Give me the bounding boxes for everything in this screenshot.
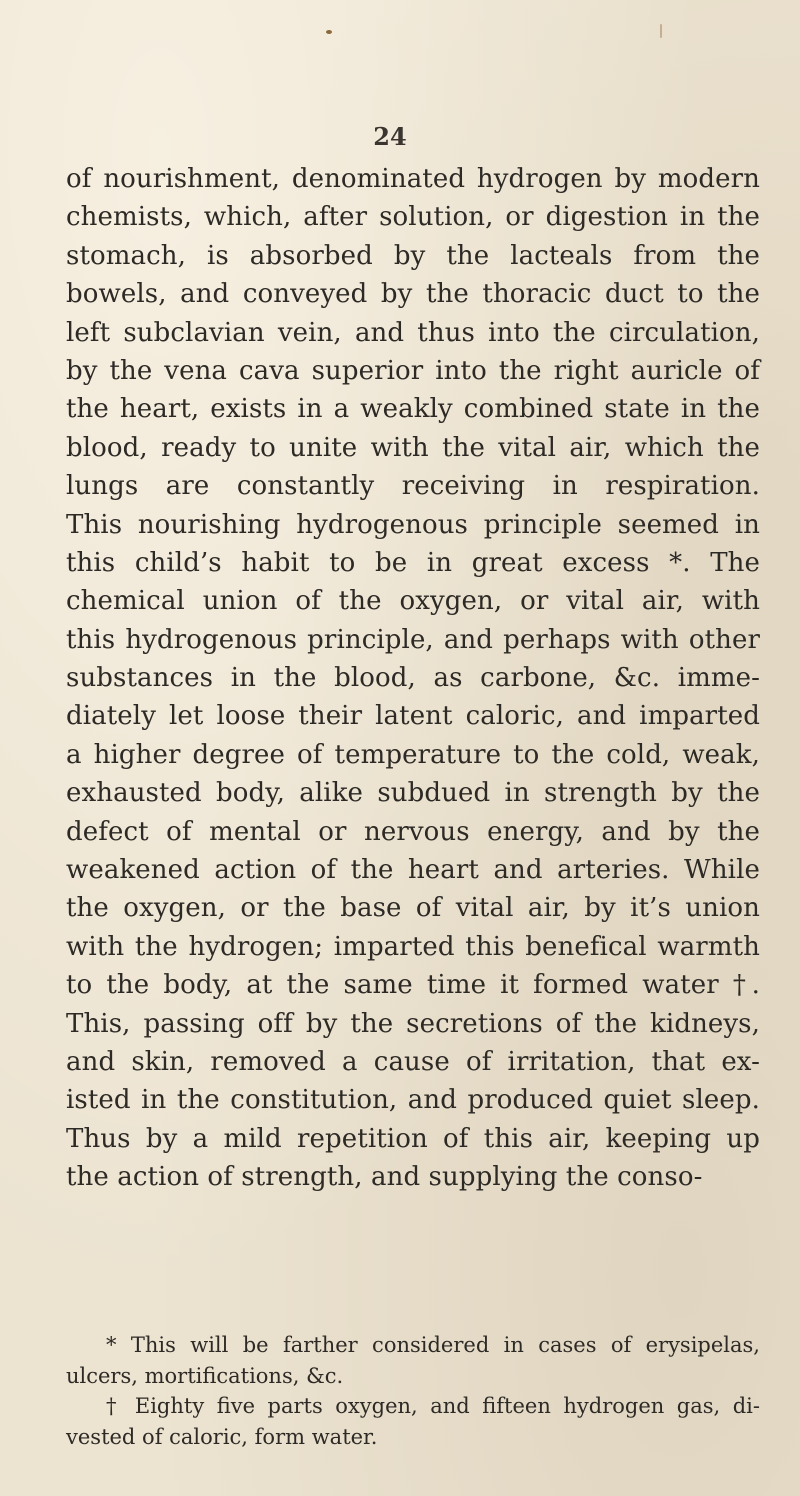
text-line: the action of strength, and supplying the conso- xyxy=(66,1162,703,1193)
text-line: bowels, and conveyed by the thoracic duct to the xyxy=(66,279,760,310)
text-line: this hydrogenous principle, and perhaps with other xyxy=(66,624,760,655)
footnote-line: † Eighty five parts oxygen, and fifteen hydrogen gas, di- xyxy=(106,1394,760,1418)
text-line: Thus by a mild repetition of this air, keeping up xyxy=(66,1123,760,1154)
text-line: and skin, removed a cause of irritation, that ex- xyxy=(66,1046,760,1077)
text-line: substances in the blood, as carbone, &c. imme- xyxy=(66,663,760,694)
body-text xyxy=(66,160,760,1197)
footnote-line: vested of caloric, form water. xyxy=(66,1424,378,1449)
text-line: the heart, exists in a weakly combined state in the xyxy=(66,394,760,425)
text-line: left subclavian vein, and thus into the circulation, xyxy=(66,317,760,348)
text-line: This nourishing hydrogenous principle seemed in xyxy=(66,509,760,540)
text-line: chemists, which, after solution, or digestion in the xyxy=(66,202,760,233)
text-line: the oxygen, or the base of vital air, by it’s union xyxy=(66,893,760,924)
text-line: blood, ready to unite with the vital air, which the xyxy=(66,432,760,463)
footnotes xyxy=(66,1330,760,1452)
text-line: to the body, at the same time it formed water †. xyxy=(66,970,760,1001)
text-line: by the vena cava superior into the right auricle of xyxy=(66,355,760,386)
text-line: of nourishment, denominated hydrogen by modern xyxy=(66,164,760,194)
text-line: chemical union of the oxygen, or vital air, with xyxy=(66,586,760,617)
paper-speck xyxy=(326,30,332,34)
text-line: This, passing off by the secretions of the kidneys, xyxy=(66,1008,760,1039)
text-line: isted in the constitution, and produced quiet sleep. xyxy=(66,1085,760,1116)
paper-speck xyxy=(660,24,662,38)
text-line: a higher degree of temperature to the cold, weak, xyxy=(66,739,760,770)
footnote-line: * This will be farther considered in cases of erysipelas, xyxy=(106,1333,760,1357)
text-line: diately let loose their latent caloric, and imparted xyxy=(66,701,760,732)
text-line: with the hydrogen; imparted this benefical warmth xyxy=(66,931,760,962)
text-line: lungs are constantly receiving in respiration. xyxy=(66,471,760,502)
text-line: this child’s habit to be in great excess *. The xyxy=(66,547,760,578)
page-number: 24 xyxy=(373,122,407,151)
footnote-line: ulcers, mortifications, &c. xyxy=(66,1363,344,1388)
text-line: defect of mental or nervous energy, and by the xyxy=(66,816,760,847)
text-line: stomach, is absorbed by the lacteals from the xyxy=(66,240,760,271)
text-line: exhausted body, alike subdued in strength by the xyxy=(66,778,760,809)
text-line: weakened action of the heart and arteries. While xyxy=(66,855,760,886)
